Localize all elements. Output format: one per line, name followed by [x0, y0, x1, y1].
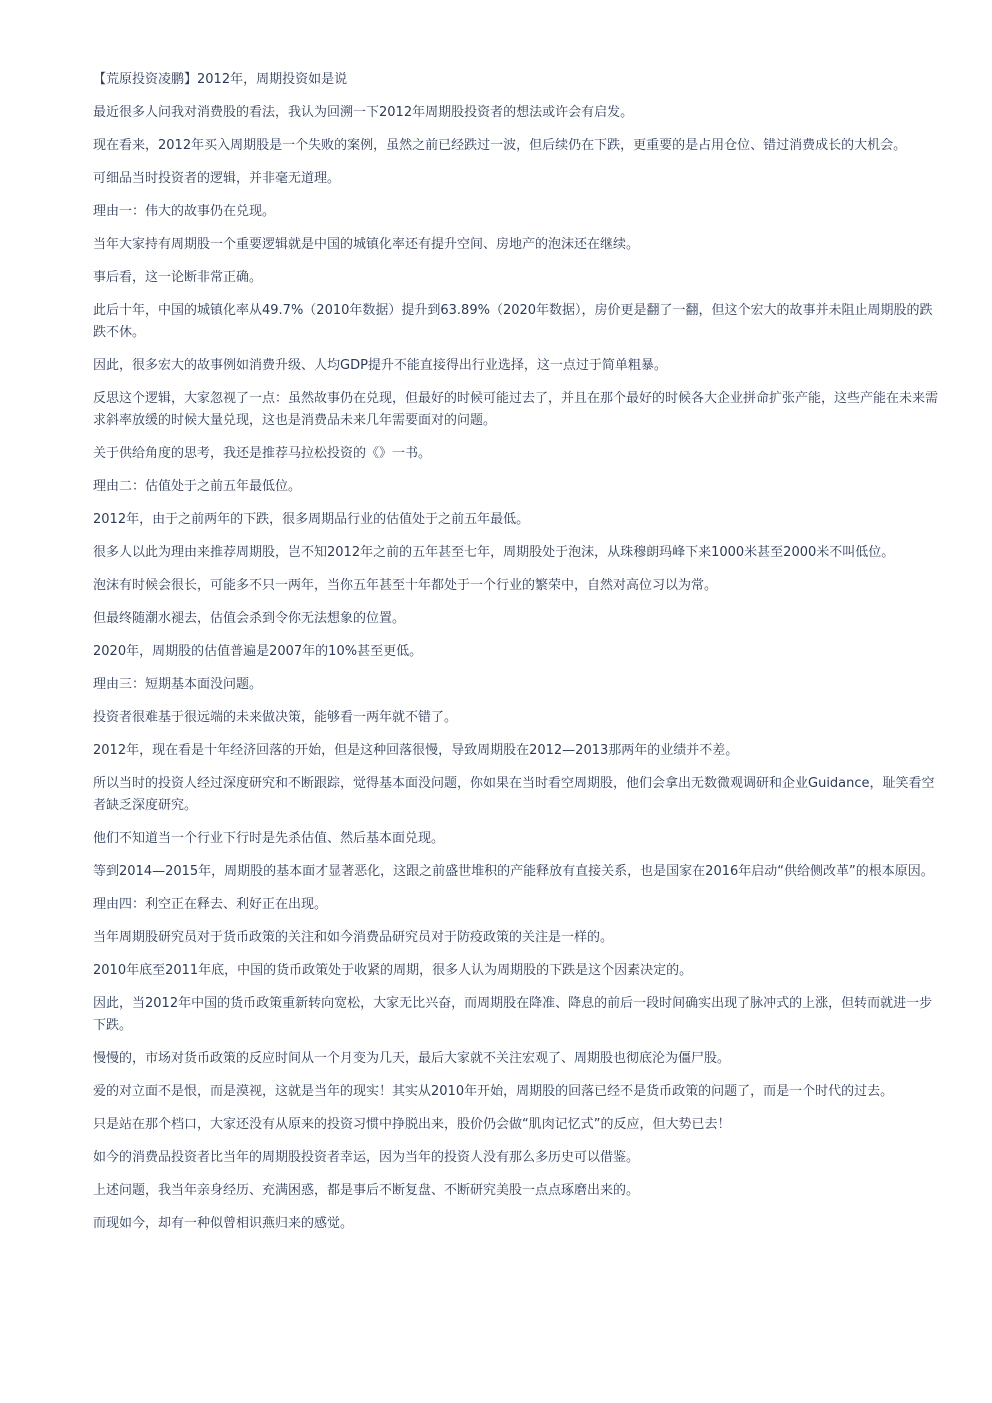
paragraph: 爱的对立面不是恨，而是漠视，这就是当年的现实！其实从2010年开始，周期股的回落已经不是货币政策的问题了，而是一个时代的过去。 — [93, 1084, 894, 1099]
paragraph: 可细品当时投资者的逻辑，并非毫无道理。 — [93, 171, 341, 186]
paragraph: 此后十年，中国的城镇化率从49.7%（2010年数据）提升到63.89%（2020年数据），房价更是翻了一翻，但这个宏大的故事并未阻止周期股的跌跌不休。 — [93, 303, 933, 340]
paragraph: 很多人以此为理由来推荐周期股，岂不知2012年之前的五年甚至七年，周期股处于泡沫，从珠穆朗玛峰下来1000米甚至2000米不叫低位。 — [93, 545, 895, 560]
paragraph: 事后看，这一论断非常正确。 — [93, 270, 263, 285]
paragraph: 投资者很难基于很远端的未来做决策，能够看一两年就不错了。 — [93, 710, 458, 725]
section-heading: 理由二：估值处于之前五年最低位。 — [93, 479, 302, 494]
paragraph: 只是站在那个档口，大家还没有从原来的投资习惯中挣脱出来，股价仍会做“肌肉记忆式”的反应，但大势已去！ — [93, 1117, 731, 1132]
paragraph: 所以当时的投资人经过深度研究和不断跟踪，觉得基本面没问题，你如果在当时看空周期股，他们会拿出无数微观调研和企业Guidance，耻笑看空者缺乏深度研究。 — [93, 776, 935, 813]
paragraph: 当年大家持有周期股一个重要逻辑就是中国的城镇化率还有提升空间、房地产的泡沫还在继续。 — [93, 237, 640, 252]
paragraph: 最近很多人问我对消费股的看法，我认为回溯一下2012年周期股投资者的想法或许会有启发。 — [93, 105, 634, 120]
paragraph: 当年周期股研究员对于货币政策的关注和如今消费品研究员对于防疫政策的关注是一样的。 — [93, 930, 614, 945]
paragraph: 因此，很多宏大的故事例如消费升级、人均GDP提升不能直接得出行业选择，这一点过于简单粗暴。 — [93, 358, 667, 373]
paragraph: 等到2014—2015年，周期股的基本面才显著恶化，这跟之前盛世堆积的产能释放有直接关系，也是国家在2016年启动“供给侧改革”的根本原因。 — [93, 864, 934, 879]
paragraph: 泡沫有时候会很长，可能多不只一两年，当你五年甚至十年都处于一个行业的繁荣中，自然对高位习以为常。 — [93, 578, 718, 593]
paragraph: 2020年，周期股的估值普遍是2007年的10%甚至更低。 — [93, 644, 423, 659]
article-title: 【荒原投资凌鹏】2012年，周期投资如是说 — [93, 72, 348, 87]
paragraph: 2012年，现在看是十年经济回落的开始，但是这种回落很慢，导致周期股在2012—2013那两年的业绩并不差。 — [93, 743, 739, 758]
paragraph: 关于供给角度的思考，我还是推荐马拉松投资的《》一书。 — [93, 446, 432, 461]
paragraph: 如今的消费品投资者比当年的周期股投资者幸运，因为当年的投资人没有那么多历史可以借鉴。 — [93, 1150, 640, 1165]
paragraph: 上述问题，我当年亲身经历、充满困惑，都是事后不断复盘、不断研究美股一点点琢磨出来的。 — [93, 1183, 640, 1198]
paragraph: 2012年，由于之前两年的下跌，很多周期品行业的估值处于之前五年最低。 — [93, 512, 530, 527]
paragraph: 但最终随潮水褪去，估值会杀到令你无法想象的位置。 — [93, 611, 406, 626]
paragraph: 现在看来，2012年买入周期股是一个失败的案例，虽然之前已经跌过一波，但后续仍在下跌，更重要的是占用仓位、错过消费成长的大机会。 — [93, 138, 907, 153]
paragraph: 反思这个逻辑，大家忽视了一点：虽然故事仍在兑现，但最好的时候可能过去了，并且在那个最好的时候各大企业拼命扩张产能，这些产能在未来需求斜率放缓的时候大量兑现，这也是消费品未来几年需要面对的问题。 — [93, 391, 939, 428]
article-body — [93, 69, 945, 1246]
paragraph: 慢慢的，市场对货币政策的反应时间从一个月变为几天，最后大家就不关注宏观了、周期股也彻底沦为僵尸股。 — [93, 1051, 731, 1066]
paragraph: 他们不知道当一个行业下行时是先杀估值、然后基本面兑现。 — [93, 831, 445, 846]
section-heading: 理由三：短期基本面没问题。 — [93, 677, 263, 692]
paragraph: 2010年底至2011年底，中国的货币政策处于收紧的周期，很多人认为周期股的下跌是这个因素决定的。 — [93, 963, 693, 978]
section-heading: 理由四：利空正在释去、利好正在出现。 — [93, 897, 328, 912]
paragraph: 因此，当2012年中国的货币政策重新转向宽松，大家无比兴奋，而周期股在降准、降息的前后一段时间确实出现了脉冲式的上涨，但转而就进一步下跌。 — [93, 996, 933, 1033]
section-heading: 理由一：伟大的故事仍在兑现。 — [93, 204, 276, 219]
paragraph: 而现如今，却有一种似曾相识燕归来的感觉。 — [93, 1216, 354, 1231]
